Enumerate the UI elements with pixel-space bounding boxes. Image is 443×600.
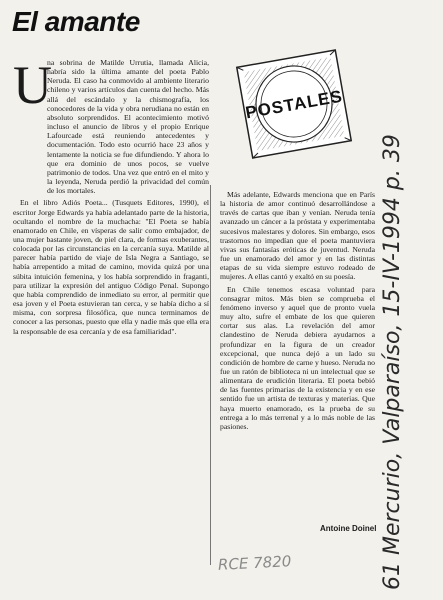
drop-cap: U <box>13 55 52 115</box>
stamp-label: POSTALES <box>243 86 345 123</box>
article-column-left <box>13 55 209 336</box>
article-title: El amante <box>12 6 140 37</box>
paragraph-1: na sobrina de Matilde Urrutia, llamada Alicia, habría sido la última amante del poeta Pablo Neruda. El caso ha conmovido al ambiente literario chileno y varios artículos dan cuenta del hecho. Más allá del escándalo y la chismografía, los conocedores de la vida y obra nerudiana no están en absoluto sorprendidos. El acontecimiento motivó incluso el anuncio de libros y el propio Enrique Lafourcade está reuniendo antecedentes y documentación. Todo esto ocurrió hace 23 años y lentamente la noticia se fue difundiendo. Y ahora lo que era dominio de unos pocos, se vuelve patrimonio de todos. Una vez que entró en el mito y la leyenda, Neruda perdió la privacidad del común de los mortales. <box>47 58 209 196</box>
column-divider <box>210 185 211 565</box>
article-column-right <box>220 190 375 431</box>
paragraph-4: En Chile tenemos escasa voluntad para consagrar mitos. Más bien se comprueba el fenómeno inverso y aquel que de pronto vuela muy alto, sufre el embate de los que quieren cortar sus alas. La revelación del amor clandestino de Neruda debiera ayudarnos a profundizar en la figura de un creador excepcional, que nunca dejó a un lado su condición de hombre de carne y hueso. Neruda no fue un ratón de biblioteca ni un intelectual que se alimentara de erudición literaria. El poeta bebió de las fuentes primarias de la existencia y en ese sentido fue un artista de texturas y materias. Que haya muerto enamorado, es la prueba de su entrega a lo más terrenal y a lo más noble de las pasiones. <box>220 284 375 431</box>
postales-stamp <box>224 38 364 170</box>
paragraph-3: Más adelante, Edwards menciona que en París la historia de amor continuó desarrollándose a través de cartas que iban y venían. Neruda tenía avanzado un cáncer a la próstata y experimentaba sucesivos malestares y dolores. Sin embargo, esos trastornos no impedían que el poeta mantuviera vivas sus fantasías eróticas de juventud. Neruda fue un enamorado del amor y en las distintas etapas de su vida siempre estuvo rodeado de mujeres. A ellas cantó y exaltó en su poesía. <box>220 190 375 282</box>
archive-code: RCE 7820 <box>217 552 292 574</box>
postal-stamp-graphic <box>224 38 364 170</box>
handwritten-source-note: 61 Mercurio, Valparaíso, 15-IV-1994 p. 39 <box>380 134 405 590</box>
paragraph-2: En el libro Adiós Poeta... (Tusquets Editores, 1990), el escritor Jorge Edwards ya había adelantado parte de la historia, ocultando el nombre de la muchacha: "El Poeta se había enamorado en Chile, en vísperas de salir como embajador, de una mujer bastante joven, de piel clara, de formas exuberantes, colocada por las circunstancias en la cercanía suya. Matilde al parecer había partido de viaje de Isla Negra a Santiago, se había arrepentido a mitad de camino, movida quizá por una súbita intuición femenina, y los había sorprendido in fraganti, para utilizar la expresión del antiguo Código Penal. Supongo que había comprendido de inmediato su error, al permitir que esa joven y el Poeta estuvieran tan cerca, y se había dicho a sí misma, con sorpresa filosófica, que nunca terminamos de conocer a las personas, puesto que ella y nadie más que ella era la responsable de esa cercanía y de esa familiaridad". <box>13 198 209 336</box>
author-signature: Antoine Doinel <box>320 524 377 533</box>
